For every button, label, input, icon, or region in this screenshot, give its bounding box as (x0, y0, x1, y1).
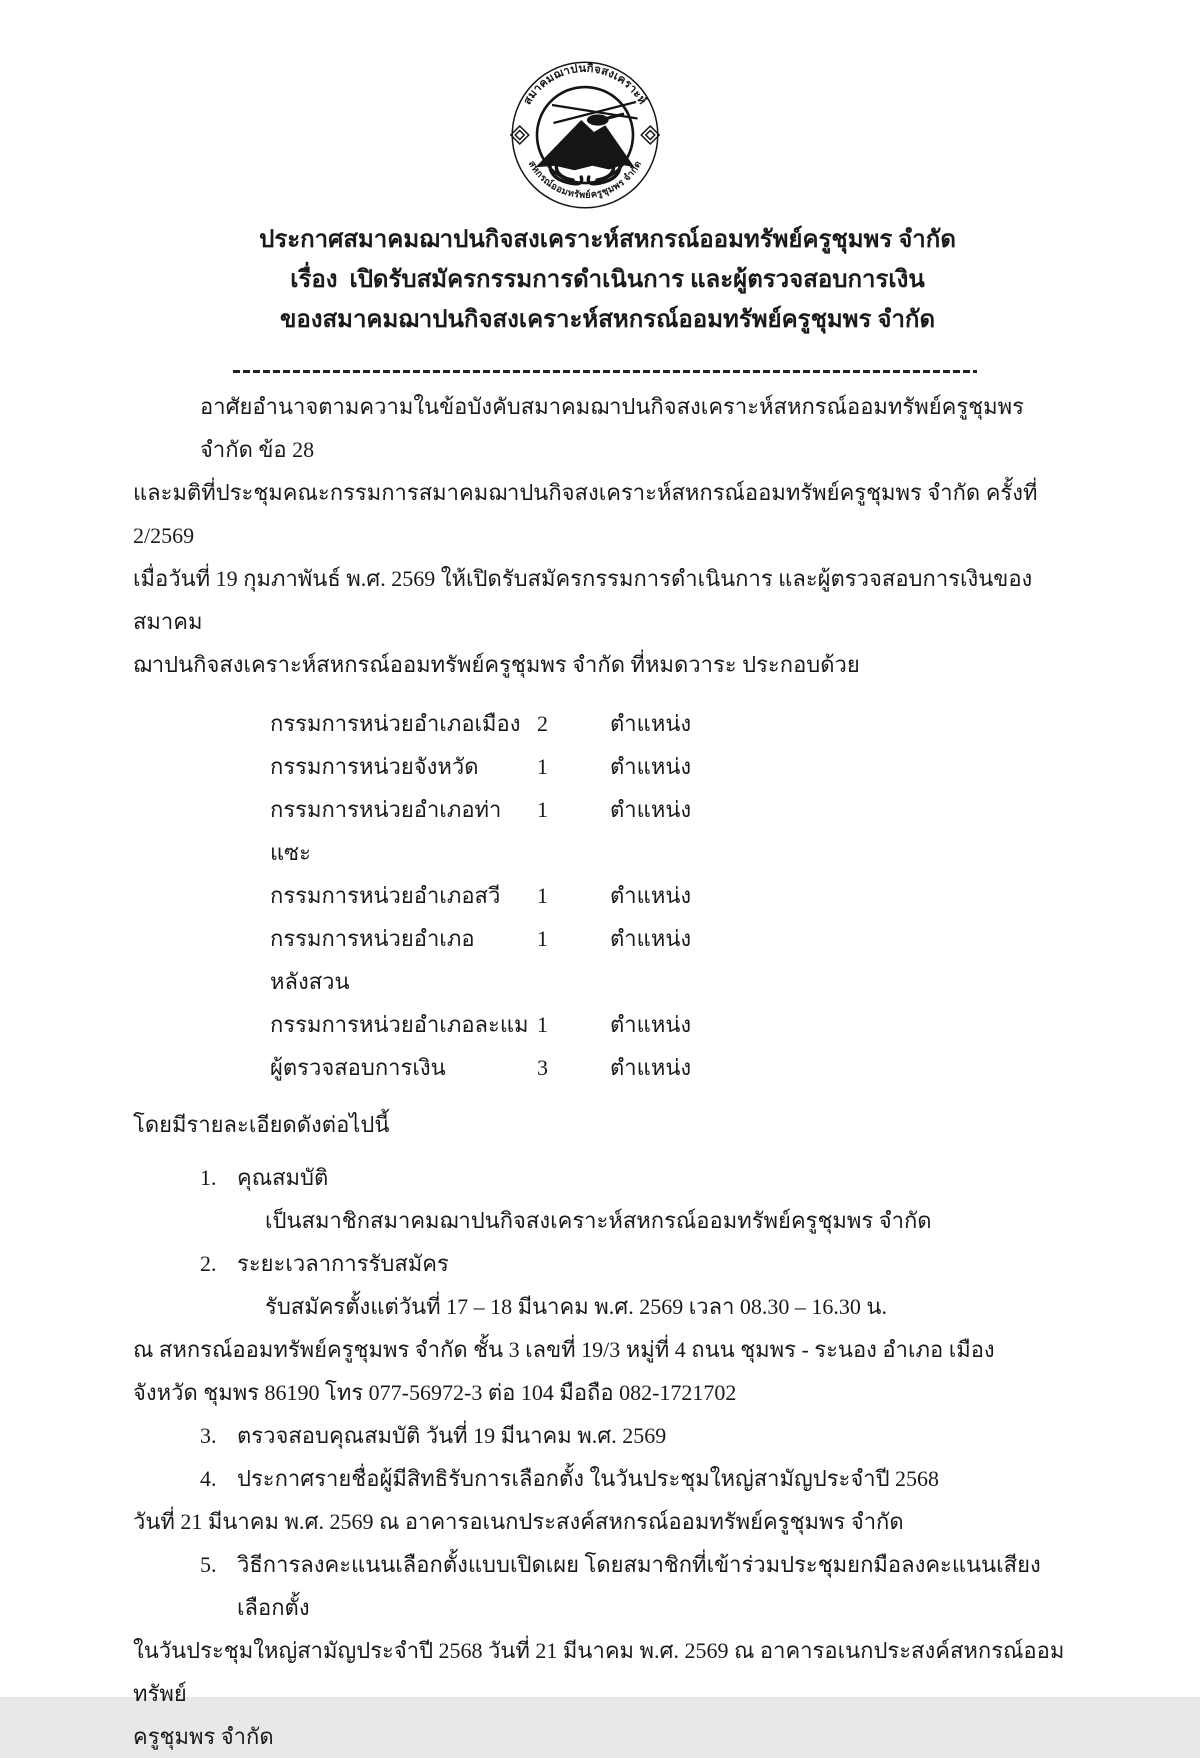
association-seal (0, 0, 1185, 210)
intro-paragraph (133, 385, 1082, 686)
list-item (133, 1457, 1082, 1500)
details-heading: โดยมีรายละเอียดดังต่อไปนี้ (133, 1112, 390, 1137)
list-item (133, 1414, 1082, 1457)
list-item-subline: รับสมัครตั้งแต่วันที่ 17 – 18 มีนาคม พ.ศ. 2569 เวลา 08.30 – 16.30 น. (265, 1294, 887, 1319)
position-count: 1 (537, 883, 548, 908)
position-label: กรรมการหน่วยอำเภอท่าแซะ (270, 797, 502, 865)
position-row (270, 1003, 1082, 1046)
item-text: ตรวจสอบคุณสมบัติ วันที่ 19 มีนาคม พ.ศ. 2569 (237, 1423, 667, 1448)
title-line-1: ประกาศสมาคมฌาปนกิจสงเคราะห์สหกรณ์ออมทรัพย์ครูชุมพร จำกัด (259, 227, 956, 253)
position-count: 1 (537, 797, 548, 822)
position-unit: ตำแหน่ง (610, 754, 692, 779)
left-rosette-icon (511, 126, 529, 144)
svg-text:สมาคมฌาปนกิจสงเคราะห์ (521, 62, 650, 107)
item-number: 2. (200, 1251, 217, 1276)
right-rosette-icon (641, 126, 659, 144)
position-label: กรรมการหน่วยอำเภอละแม (270, 1012, 529, 1037)
position-row (270, 1046, 1082, 1089)
list-item-continuation: วันที่ 21 มีนาคม พ.ศ. 2569 ณ อาคารอเนกประสงค์สหกรณ์ออมทรัพย์ครูชุมพร จำกัด (133, 1509, 904, 1534)
position-row (270, 702, 1082, 745)
position-unit: ตำแหน่ง (610, 1055, 692, 1080)
position-unit: ตำแหน่ง (610, 926, 692, 951)
seal-top-text: สมาคมฌาปนกิจสงเคราะห์ (521, 62, 649, 107)
intro-line: และมติที่ประชุมคณะกรรมการสมาคมฌาปนกิจสงเคราะห์สหกรณ์ออมทรัพย์ครูชุมพร จำกัด ครั้งที่ 2/2569 (133, 480, 1038, 548)
list-item-continuation: จังหวัด ชุมพร 86190 โทร 077-56972-3 ต่อ 104 มือถือ 082-1721702 (133, 1380, 737, 1405)
position-count: 1 (537, 926, 548, 951)
list-item (133, 1242, 1082, 1285)
item-number: 5. (200, 1552, 217, 1577)
item-number: 3. (200, 1423, 217, 1448)
helicopter-icon (552, 102, 638, 125)
seal-bottom-text: สหกรณ์ออมทรัพย์ครูชุมพร จำกัด (525, 159, 645, 201)
list-item-subline: เป็นสมาชิกสมาคมฌาปนกิจสงเคราะห์สหกรณ์ออมทรัพย์ครูชุมพร จำกัด (265, 1208, 932, 1233)
item-number: 1. (200, 1165, 217, 1190)
item-text: ประกาศรายชื่อผู้มีสิทธิรับการเลือกตั้ง ในวันประชุมใหญ่สามัญประจำปี 2568 (237, 1466, 940, 1491)
position-row (270, 917, 1082, 1003)
document-body (0, 220, 1200, 1758)
position-unit: ตำแหน่ง (610, 711, 692, 736)
positions-table (270, 702, 1082, 1089)
list-item (133, 1543, 1082, 1629)
position-count: 3 (537, 1055, 548, 1080)
position-count: 2 (537, 711, 548, 736)
intro-line: เมื่อวันที่ 19 กุมภาพันธ์ พ.ศ. 2569 ให้เปิดรับสมัครกรรมการดำเนินการ และผู้ตรวจสอบการเงินของสมาคม (133, 566, 1033, 634)
list-item-continuation: ครูชุมพร จำกัด (133, 1724, 274, 1749)
position-row (270, 874, 1082, 917)
position-unit: ตำแหน่ง (610, 883, 692, 908)
position-label: กรรมการหน่วยอำเภอหลังสวน (270, 926, 475, 994)
position-row (270, 788, 1082, 874)
position-row (270, 745, 1082, 788)
title-line-3: ของสมาคมฌาปนกิจสงเคราะห์สหกรณ์ออมทรัพย์ครูชุมพร จำกัด (279, 307, 936, 333)
position-unit: ตำแหน่ง (610, 797, 692, 822)
position-unit: ตำแหน่ง (610, 1012, 692, 1037)
item-text: ระยะเวลาการรับสมัคร (237, 1251, 449, 1276)
dashed-divider (233, 370, 977, 373)
item-number: 4. (200, 1466, 217, 1491)
item-text: วิธีการลงคะแนนเลือกตั้งแบบเปิดเผย โดยสมาชิกที่เข้าร่วมประชุมยกมือลงคะแนนเสียงเลือกตั้ง (237, 1552, 1041, 1620)
position-label: ผู้ตรวจสอบการเงิน (270, 1055, 446, 1080)
intro-line: อาศัยอำนาจตามความในข้อบังคับสมาคมฌาปนกิจสงเคราะห์สหกรณ์ออมทรัพย์ครูชุมพร จำกัด ข้อ 28 (200, 394, 1024, 462)
document-title (133, 220, 1082, 340)
position-count: 1 (537, 754, 548, 779)
list-item (133, 1156, 1082, 1199)
position-label: กรรมการหน่วยอำเภอสวี (270, 883, 501, 908)
title-line-2: เรื่อง เปิดรับสมัครกรรมการดำเนินการ และผู้ตรวจสอบการเงิน (290, 267, 925, 293)
position-label: กรรมการหน่วยจังหวัด (270, 754, 479, 779)
intro-line: ฌาปนกิจสงเคราะห์สหกรณ์ออมทรัพย์ครูชุมพร จำกัด ที่หมดวาระ ประกอบด้วย (133, 652, 860, 677)
position-count: 1 (537, 1012, 548, 1037)
position-label: กรรมการหน่วยอำเภอเมือง (270, 711, 521, 736)
list-item-continuation: ในวันประชุมใหญ่สามัญประจำปี 2568 วันที่ 21 มีนาคม พ.ศ. 2569 ณ อาคารอเนกประสงค์สหกรณ์ออมทรัพย์ (133, 1638, 1065, 1706)
item-text: คุณสมบัติ (237, 1165, 329, 1190)
list-item-continuation: ณ สหกรณ์ออมทรัพย์ครูชุมพร จำกัด ชั้น 3 เลขที่ 19/3 หมู่ที่ 4 ถนน ชุมพร - ระนอง อำเภอ เมือง (133, 1337, 995, 1362)
details-list (133, 1156, 1082, 1758)
mountain-hands-helicopter-emblem (510, 60, 660, 210)
